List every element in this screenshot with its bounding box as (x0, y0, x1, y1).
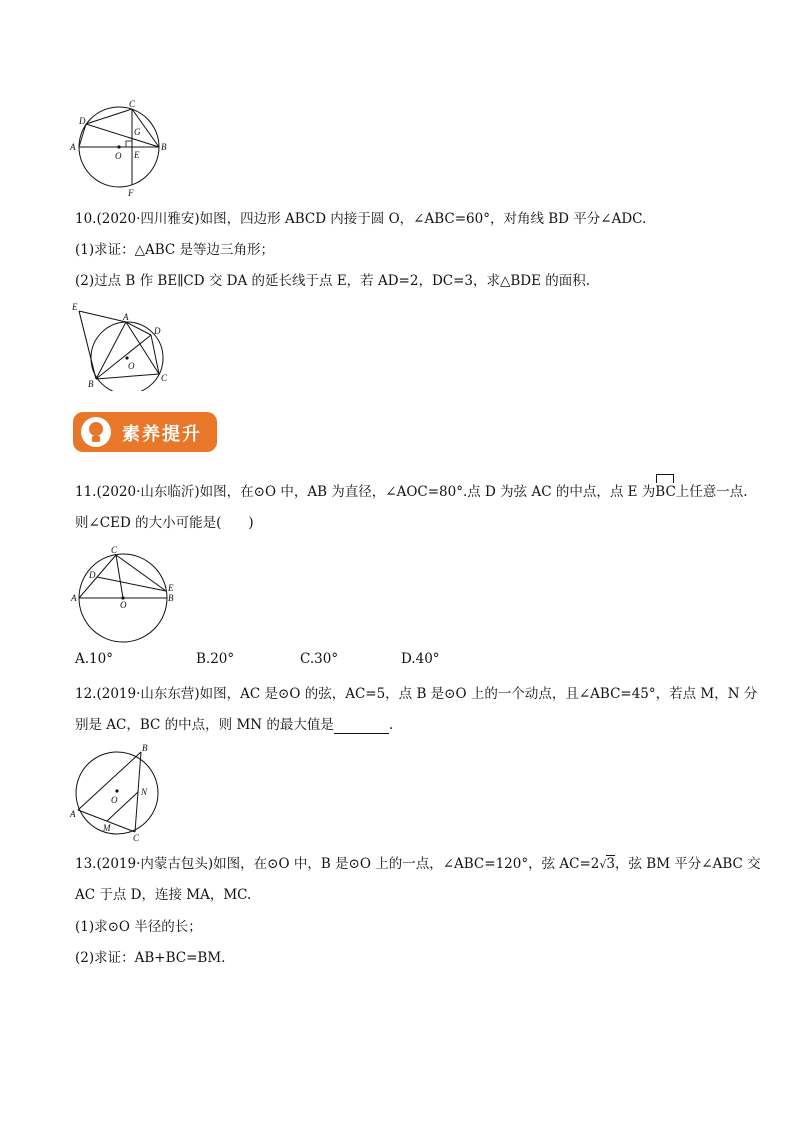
q13-line3: (1)求⊙O 半径的长； (75, 919, 202, 935)
section-header-badge (73, 412, 217, 452)
label-C: C (161, 373, 168, 383)
label-B: B (168, 593, 174, 603)
label-E: E (72, 302, 78, 312)
lightbulb-icon (81, 417, 111, 447)
label-N: N (141, 787, 148, 797)
q12-line2 (75, 716, 393, 734)
option-c: C.30° (300, 651, 339, 667)
label-A: A (70, 142, 76, 152)
label-A: A (71, 593, 77, 603)
label-A: A (123, 312, 129, 322)
label-F: F (128, 188, 134, 198)
label-C: C (133, 833, 140, 842)
label-D: D (89, 570, 96, 580)
label-O: O (111, 795, 118, 805)
figure-q10-circle (66, 299, 176, 391)
q11-line2: 则∠CED 的大小可能是( ) (75, 515, 254, 531)
label-E: E (168, 583, 174, 593)
label-O: O (128, 361, 135, 371)
q11-line1 (75, 483, 748, 501)
q13-line2: AC 于点 D，连接 MA，MC. (75, 887, 252, 903)
label-D: D (79, 116, 86, 126)
option-a: A.10° (75, 651, 113, 667)
q13-line1: 13.(2019·内蒙古包头)如图，在⊙O 中，B 是⊙O 上的一点，∠ABC=120°，弦 AC=2√3，弦 BM 平分∠ABC 交 (75, 856, 761, 872)
label-E: E (134, 150, 140, 160)
label-D: D (154, 326, 161, 336)
label-B: B (161, 142, 167, 152)
q11-line1-tail: 上任意一点. (675, 484, 748, 500)
label-B: B (142, 743, 148, 753)
q11-line1-text: 11.(2020·山东临沂)如图，在⊙O 中，AB 为直径，∠AOC=80°.点 D 为弦 AC 的中点，点 E 为 (75, 484, 656, 500)
q12-line2-end: . (388, 717, 394, 733)
q10-line3: (2)过点 B 作 BE∥CD 交 DA 的延长线于点 E，若 AD=2，DC=3，求△BDE 的面积. (75, 273, 591, 289)
label-B: B (88, 379, 94, 389)
q10-line2: (1)求证：△ABC 是等边三角形； (75, 242, 275, 258)
q13-line4: (2)求证：AB+BC=BM. (75, 950, 226, 966)
q12-line2-text: 别是 AC，BC 的中点，则 MN 的最大值是 (75, 717, 334, 733)
option-d: D.40° (401, 651, 440, 667)
label-O: O (115, 151, 122, 161)
q13-line1-tail: ，弦 BM 平分∠ABC 交 (614, 856, 761, 872)
figure-q12-circle (66, 742, 166, 842)
q10-line1: 10.(2020·四川雅安)如图，四边形 ABCD 内接于圆 O，∠ABC=60°，对角线 BD 平分∠ADC. (75, 211, 647, 227)
label-C: C (111, 545, 118, 555)
label-O: O (120, 600, 127, 610)
arc-bc: BC (655, 484, 676, 500)
label-C: C (129, 99, 136, 109)
q12-line1: 12.(2019·山东东营)如图，AC 是⊙O 的弦，AC=5，点 B 是⊙O 上的一个动点，且∠ABC=45°，若点 M，N 分 (75, 686, 758, 702)
label-M: M (103, 823, 111, 833)
sqrt-value: 3 (606, 856, 615, 872)
section-title: 素养提升 (122, 424, 202, 445)
answer-blank[interactable] (334, 719, 389, 734)
figure-q9-circle (66, 96, 176, 200)
figure-q11-circle (66, 543, 180, 643)
q13-line1-text: 13.(2019·内蒙古包头)如图，在⊙O 中，B 是⊙O 上的一点，∠ABC=120°，弦 AC=2 (75, 856, 600, 872)
option-b: B.20° (196, 651, 235, 667)
label-A: A (70, 809, 76, 819)
label-G: G (134, 127, 141, 137)
